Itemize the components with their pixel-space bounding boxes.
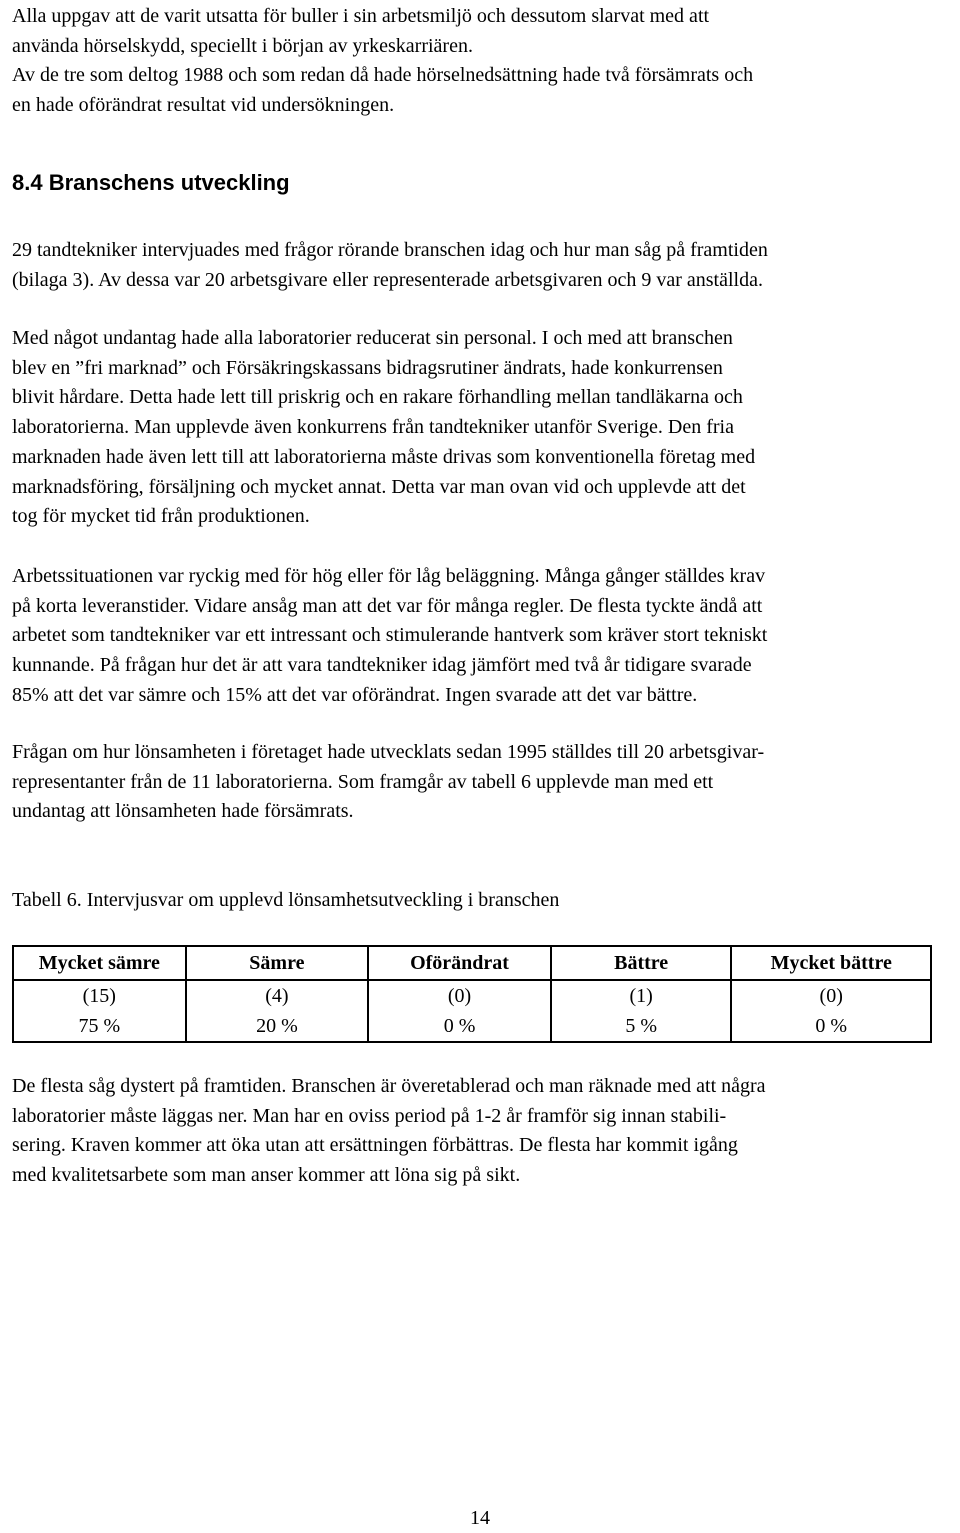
paragraph-line: arbetet som tandtekniker var ett intressant och stimulerande hantverk som kräver stort tekniskt <box>12 624 768 647</box>
table-row <box>13 980 931 1011</box>
paragraph-line: Arbetssituationen var ryckig med för hög eller för låg beläggning. Många gånger ställdes krav <box>12 565 766 587</box>
table-cell: 0 % <box>731 1011 931 1042</box>
paragraph-line: marknadsföring, försäljning och mycket annat. Detta var man ovan vid och upplevde att det <box>12 475 746 498</box>
table-row <box>13 1011 931 1042</box>
table-cell: (4) <box>186 980 369 1011</box>
paragraph-line: blivit hårdare. Detta hade lett till priskrig och en rakare förhandling mellan tandläkarna och <box>12 386 743 409</box>
table-header-row <box>13 946 931 980</box>
paragraph-line: De flesta såg dystert på framtiden. Branschen är överetablerad och man räknade med att några <box>12 1075 766 1097</box>
paragraph-work-situation <box>12 562 767 711</box>
intro-line: en hade oförändrat resultat vid undersökningen. <box>12 94 395 117</box>
intro-line: använda hörselskydd, speciellt i början av yrkeskarriären. <box>12 34 473 57</box>
paragraph-line: tog för mycket tid från produktionen. <box>12 505 310 528</box>
table-cell: 75 % <box>13 1011 186 1042</box>
paragraph-personnel <box>12 324 755 532</box>
paragraph-line: laboratorierna. Man upplevde även konkurrens från tandtekniker utanför Sverige. Den fria <box>12 416 734 439</box>
paragraph-line: kunnande. På frågan hur det är att vara tandtekniker idag jämfört med två år tidigare svarade <box>12 654 752 677</box>
paragraph-line: (bilaga 3). Av dessa var 20 arbetsgivare eller representerade arbetsgivaren och 9 var anställda. <box>12 268 763 291</box>
paragraph-line: med kvalitetsarbete som man anser kommer att löna sig på sikt. <box>12 1164 521 1187</box>
paragraph-line: laboratorier måste läggas ner. Man har en oviss period på 1-2 år framför sig innan stabili- <box>12 1104 727 1127</box>
paragraph-line: 85% att det var sämre och 15% att det var oförändrat. Ingen svarade att det var bättre. <box>12 683 698 706</box>
paragraph-line: på korta leveranstider. Vidare ansåg man att det var för många regler. De flesta tyckte ändå att <box>12 594 763 617</box>
table-cell: 20 % <box>186 1011 369 1042</box>
paragraph-line: marknaden hade även lett till att laboratorierna måste drivas som konventionella företag med <box>12 445 756 468</box>
paragraph-line: 29 tandtekniker intervjuades med frågor rörande branschen idag och hur man såg på framtiden <box>12 239 768 261</box>
table-cell: (0) <box>368 980 551 1011</box>
paragraph-future <box>12 1072 766 1191</box>
paragraph-interviews <box>12 236 768 295</box>
table-cell: 0 % <box>368 1011 551 1042</box>
intro-paragraph <box>12 2 753 121</box>
intro-line: Alla uppgav att de varit utsatta för buller i sin arbetsmiljö och dessutom slarvat med att <box>12 5 710 27</box>
paragraph-line: representanter från de 11 laboratorierna. Som framgår av tabell 6 upplevde man med ett <box>12 770 714 793</box>
table-caption: Tabell 6. Intervjusvar om upplevd lönsamhetsutveckling i branschen <box>12 889 560 911</box>
page-number: 14 <box>470 1507 490 1529</box>
table-header-cell: Oförändrat <box>368 946 551 980</box>
table-cell: (0) <box>731 980 931 1011</box>
profitability-table <box>12 945 932 1043</box>
paragraph-line: sering. Kraven kommer att öka utan att ersättningen förbättras. De flesta har kommit igång <box>12 1134 738 1157</box>
intro-line: Av de tre som deltog 1988 och som redan då hade hörselnedsättning hade två försämrats och <box>12 64 754 87</box>
table-cell: 5 % <box>551 1011 732 1042</box>
table-header-cell: Mycket sämre <box>13 946 186 980</box>
paragraph-profitability <box>12 738 764 827</box>
table-cell: (1) <box>551 980 732 1011</box>
table-cell: (15) <box>13 980 186 1011</box>
table-header-cell: Mycket bättre <box>731 946 931 980</box>
table-header-cell: Sämre <box>186 946 369 980</box>
table-header-cell: Bättre <box>551 946 732 980</box>
paragraph-line: Med något undantag hade alla laboratorier reducerat sin personal. I och med att branschen <box>12 327 733 349</box>
paragraph-line: Frågan om hur lönsamheten i företaget hade utvecklats sedan 1995 ställdes till 20 arbetsgivar- <box>12 741 765 763</box>
paragraph-line: undantag att lönsamheten hade försämrats. <box>12 800 354 823</box>
paragraph-line: blev en ”fri marknad” och Försäkringskassans bidragsrutiner ändrats, hade konkurrensen <box>12 356 723 379</box>
section-heading: 8.4 Branschens utveckling <box>12 170 290 195</box>
